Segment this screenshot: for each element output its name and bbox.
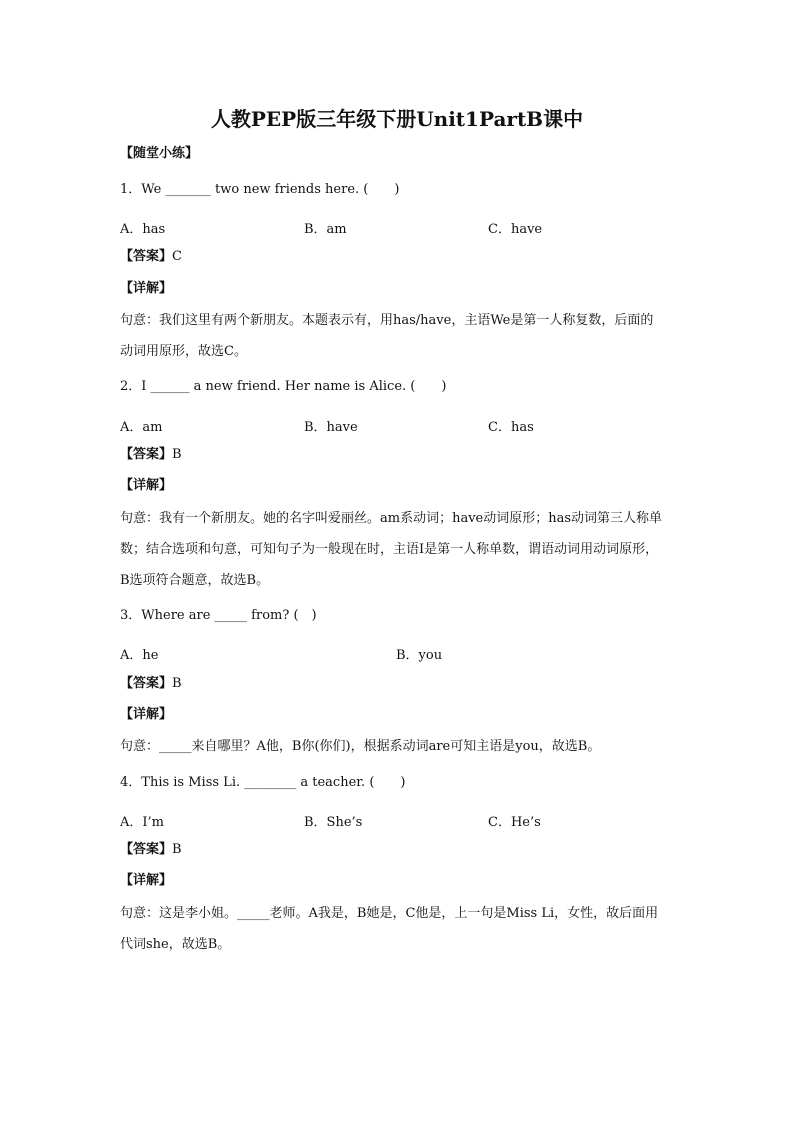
answer-value: B xyxy=(172,447,182,462)
answer-label: 【答案】 xyxy=(120,676,173,691)
question-3-detail: 句意：_____来自哪里？A他，B你(你们)，根据系动词are可知主语是you，故选B。 xyxy=(120,739,601,754)
question-4-stem: 4．This is Miss Li. ________ a teacher. ( ) xyxy=(120,775,406,790)
section-heading: 【随堂小练】 xyxy=(120,146,199,161)
question-3-stem: 3．Where are _____ from? ( ) xyxy=(120,608,317,623)
question-3-answer xyxy=(120,675,182,693)
document-title: 人教PEP版三年级下册Unit1PartB课中 xyxy=(210,107,584,131)
question-4-option-c: C．He’s xyxy=(488,815,541,830)
question-1-stem: 1．We _______ two new friends here. ( ) xyxy=(120,182,400,197)
question-4-option-b: B．She’s xyxy=(304,815,363,830)
question-2-detail-label: 【详解】 xyxy=(120,478,173,493)
answer-label: 【答案】 xyxy=(120,249,173,264)
question-2-detail: 句意：我有一个新朋友。她的名字叫爱丽丝。am系动词；have动词原形；has动词第三人称单数；结合选项和句意，可知句子为一般现在时，主语I是第一人称单数，谓语动词用动词原形，B选项符合题意，故选B。 xyxy=(120,511,663,588)
question-1-detail-label: 【详解】 xyxy=(120,281,173,296)
question-1-detail: 句意：我们这里有两个新朋友。本题表示有，用has/have，主语We是第一人称复数，后面的动词用原形，故选C。 xyxy=(120,313,654,359)
question-2-answer xyxy=(120,446,182,464)
answer-value: C xyxy=(172,249,182,264)
question-4-option-a: A．I’m xyxy=(120,815,164,830)
question-2-option-c: C．has xyxy=(488,420,534,435)
answer-value: B xyxy=(172,842,182,857)
question-1-option-a: A．has xyxy=(120,222,166,237)
question-2-option-a: A．am xyxy=(120,420,163,435)
question-2-option-b: B．have xyxy=(304,420,358,435)
question-4-answer xyxy=(120,841,182,859)
question-4-detail: 句意：这是李小姐。_____老师。A我是，B她是，C他是，上一句是Miss Li，女性，故后面用代词she，故选B。 xyxy=(120,906,659,952)
answer-value: B xyxy=(172,676,182,691)
question-1-option-c: C．have xyxy=(488,222,543,237)
question-1-answer xyxy=(120,248,182,266)
answer-label: 【答案】 xyxy=(120,447,173,462)
answer-label: 【答案】 xyxy=(120,842,173,857)
question-2-stem: 2．I ______ a new friend. Her name is Alice. ( ) xyxy=(120,379,447,394)
question-3-option-a: A．he xyxy=(120,648,159,663)
question-4-detail-label: 【详解】 xyxy=(120,873,173,888)
question-1-option-b: B．am xyxy=(304,222,347,237)
question-3-option-b: B．you xyxy=(396,648,443,663)
question-3-detail-label: 【详解】 xyxy=(120,707,173,722)
